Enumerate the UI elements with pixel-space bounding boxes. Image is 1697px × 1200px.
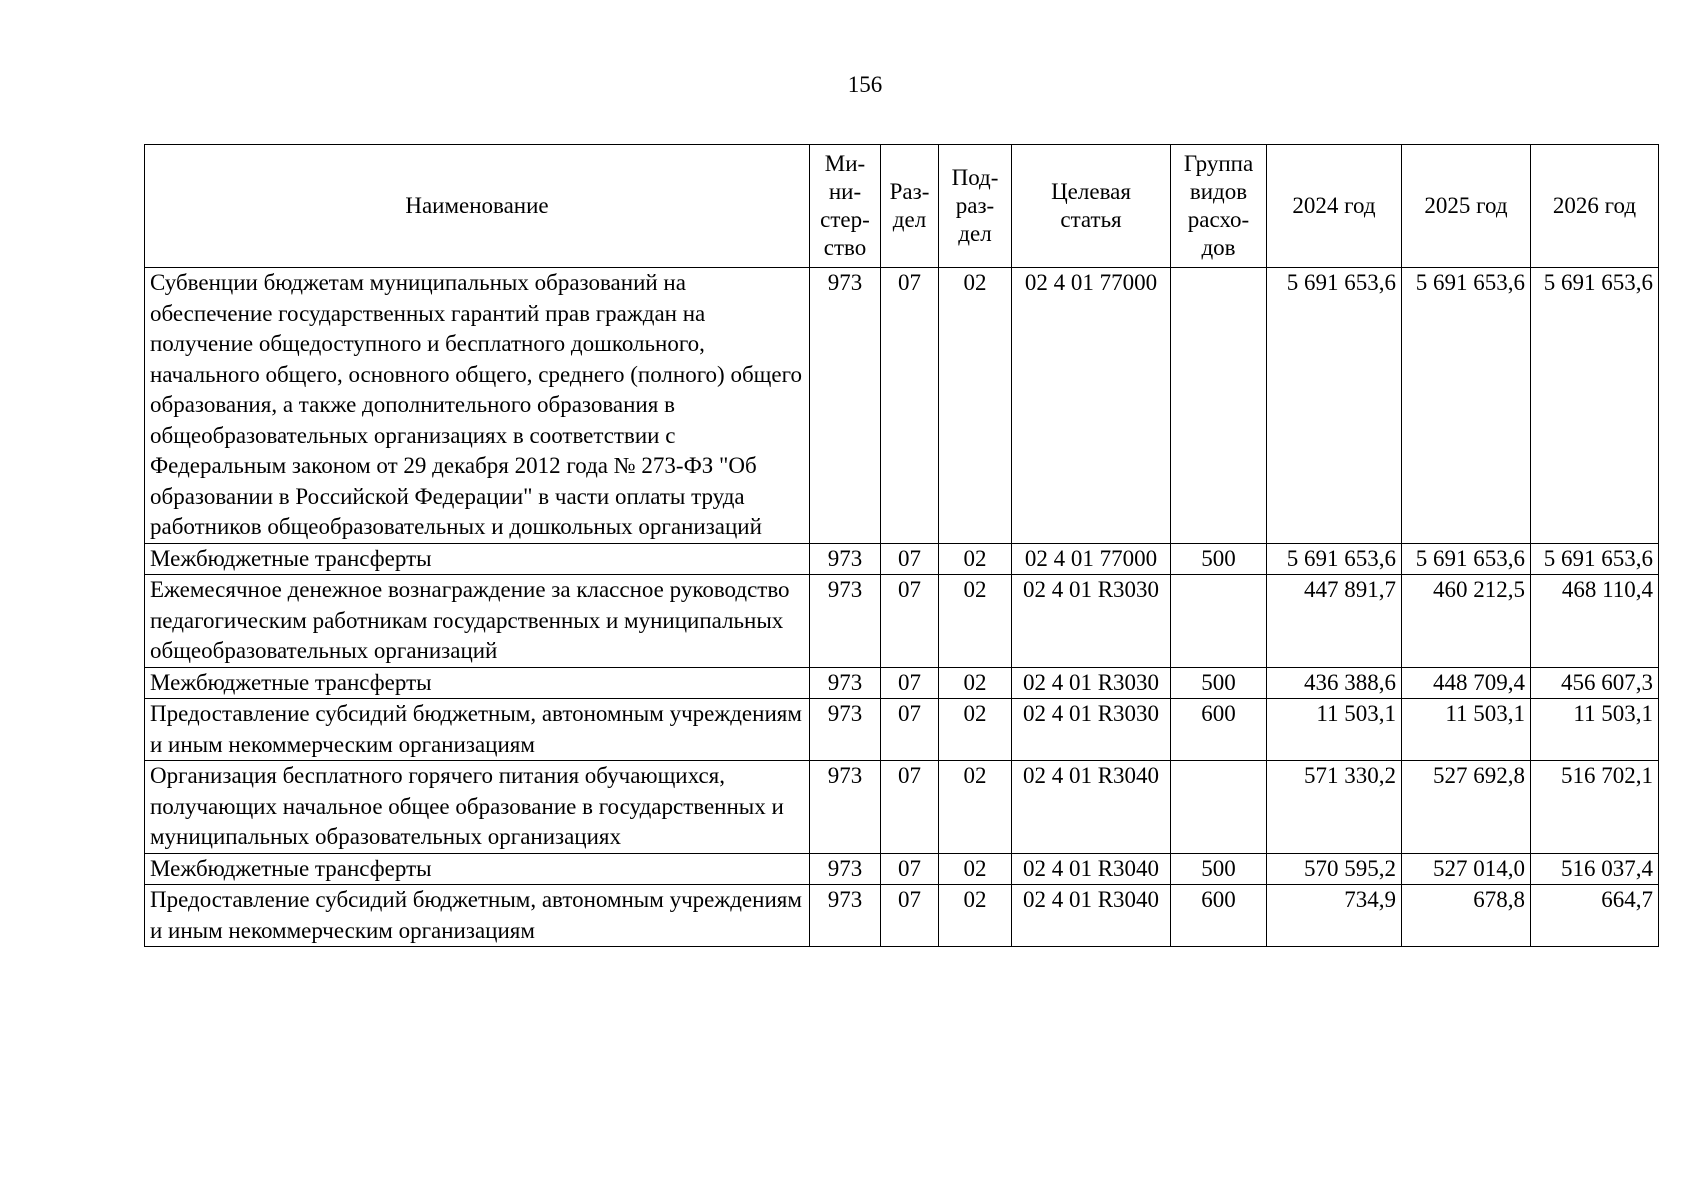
row-2026: 456 607,3 — [1531, 667, 1659, 699]
table-row — [145, 699, 1659, 761]
row-2026: 516 702,1 — [1531, 761, 1659, 854]
row-section: 07 — [881, 575, 939, 668]
row-ministry: 973 — [810, 885, 881, 947]
row-group: 600 — [1171, 699, 1267, 761]
header-name: Наименование — [145, 145, 810, 268]
row-2025: 448 709,4 — [1402, 667, 1531, 699]
row-subsection: 02 — [939, 543, 1012, 575]
row-2024: 570 595,2 — [1267, 853, 1402, 885]
row-2025: 678,8 — [1402, 885, 1531, 947]
header-group — [1171, 145, 1267, 268]
header-ministry-label: Ми- ни- стер- ство — [820, 151, 870, 260]
row-ministry: 973 — [810, 575, 881, 668]
row-2026: 468 110,4 — [1531, 575, 1659, 668]
row-group: 500 — [1171, 543, 1267, 575]
header-subsection-label: Под- раз- дел — [951, 165, 999, 246]
row-name: Межбюджетные трансферты — [145, 853, 810, 885]
row-subsection: 02 — [939, 699, 1012, 761]
table-row — [145, 853, 1659, 885]
row-group — [1171, 761, 1267, 854]
header-section — [881, 145, 939, 268]
row-group: 600 — [1171, 885, 1267, 947]
row-section: 07 — [881, 667, 939, 699]
row-name: Ежемесячное денежное вознаграждение за классное руководство педагогическим работникам государственных и муниципальных общеобразовательных организаций — [145, 575, 810, 668]
row-2026: 5 691 653,6 — [1531, 268, 1659, 544]
row-ministry: 973 — [810, 761, 881, 854]
row-ministry: 973 — [810, 268, 881, 544]
row-group: 500 — [1171, 667, 1267, 699]
row-name: Предоставление субсидий бюджетным, автономным учреждениям и иным некоммерческим организациям — [145, 699, 810, 761]
row-name: Организация бесплатного горячего питания обучающихся, получающих начальное общее образование в государственных и муниципальных образовательных организациях — [145, 761, 810, 854]
row-2024: 571 330,2 — [1267, 761, 1402, 854]
row-2025: 5 691 653,6 — [1402, 268, 1531, 544]
budget-table — [144, 144, 1659, 947]
header-2026: 2026 год — [1531, 145, 1659, 268]
row-2025: 11 503,1 — [1402, 699, 1531, 761]
row-section: 07 — [881, 885, 939, 947]
row-subsection: 02 — [939, 761, 1012, 854]
header-subsection — [939, 145, 1012, 268]
row-2025: 527 692,8 — [1402, 761, 1531, 854]
row-section: 07 — [881, 761, 939, 854]
row-group — [1171, 268, 1267, 544]
table-row — [145, 761, 1659, 854]
row-name: Межбюджетные трансферты — [145, 667, 810, 699]
row-ministry: 973 — [810, 543, 881, 575]
row-subsection: 02 — [939, 885, 1012, 947]
row-group — [1171, 575, 1267, 668]
header-2025: 2025 год — [1402, 145, 1531, 268]
row-name: Межбюджетные трансферты — [145, 543, 810, 575]
row-section: 07 — [881, 543, 939, 575]
row-subsection: 02 — [939, 268, 1012, 544]
row-2024: 447 891,7 — [1267, 575, 1402, 668]
row-ministry: 973 — [810, 699, 881, 761]
row-target: 02 4 01 77000 — [1012, 268, 1171, 544]
row-2026: 516 037,4 — [1531, 853, 1659, 885]
table-row — [145, 575, 1659, 668]
row-group: 500 — [1171, 853, 1267, 885]
row-target: 02 4 01 R3030 — [1012, 699, 1171, 761]
row-name: Предоставление субсидий бюджетным, автономным учреждениям и иным некоммерческим организациям — [145, 885, 810, 947]
header-section-label: Раз- дел — [889, 179, 930, 232]
row-ministry: 973 — [810, 667, 881, 699]
row-2026: 11 503,1 — [1531, 699, 1659, 761]
row-subsection: 02 — [939, 575, 1012, 668]
row-section: 07 — [881, 699, 939, 761]
row-subsection: 02 — [939, 667, 1012, 699]
row-target: 02 4 01 R3040 — [1012, 853, 1171, 885]
page-number: 156 — [847, 72, 883, 97]
table-row — [145, 885, 1659, 947]
row-target: 02 4 01 R3040 — [1012, 761, 1171, 854]
header-ministry — [810, 145, 881, 268]
row-name: Субвенции бюджетам муниципальных образований на обеспечение государственных гарантий прав граждан на получение общедоступного и бесплатного дошкольного, начального общего, основного общего, среднего (полного) общего образования, а также дополнительного образования в общеобразовательных организациях в соответствии с Федеральным законом от 29 декабря 2012 года № 273-ФЗ "Об образовании в Российской Федерации" в части оплаты труда работников общеобразовательных и дошкольных организаций — [145, 268, 810, 544]
row-subsection: 02 — [939, 853, 1012, 885]
header-target-label: Целевая статья — [1051, 179, 1131, 232]
row-2026: 5 691 653,6 — [1531, 543, 1659, 575]
table-row — [145, 543, 1659, 575]
table-row — [145, 268, 1659, 544]
row-2025: 5 691 653,6 — [1402, 543, 1531, 575]
header-target — [1012, 145, 1171, 268]
row-target: 02 4 01 R3030 — [1012, 575, 1171, 668]
row-2024: 5 691 653,6 — [1267, 543, 1402, 575]
row-ministry: 973 — [810, 853, 881, 885]
header-row — [145, 145, 1659, 268]
row-target: 02 4 01 R3040 — [1012, 885, 1171, 947]
row-target: 02 4 01 R3030 — [1012, 667, 1171, 699]
row-2024: 11 503,1 — [1267, 699, 1402, 761]
row-2025: 527 014,0 — [1402, 853, 1531, 885]
row-2024: 734,9 — [1267, 885, 1402, 947]
row-2024: 5 691 653,6 — [1267, 268, 1402, 544]
row-section: 07 — [881, 853, 939, 885]
row-2025: 460 212,5 — [1402, 575, 1531, 668]
header-2024: 2024 год — [1267, 145, 1402, 268]
table-row — [145, 667, 1659, 699]
header-group-label: Группа видов расхо- дов — [1183, 151, 1254, 260]
row-section: 07 — [881, 268, 939, 544]
row-2024: 436 388,6 — [1267, 667, 1402, 699]
row-2026: 664,7 — [1531, 885, 1659, 947]
row-target: 02 4 01 77000 — [1012, 543, 1171, 575]
